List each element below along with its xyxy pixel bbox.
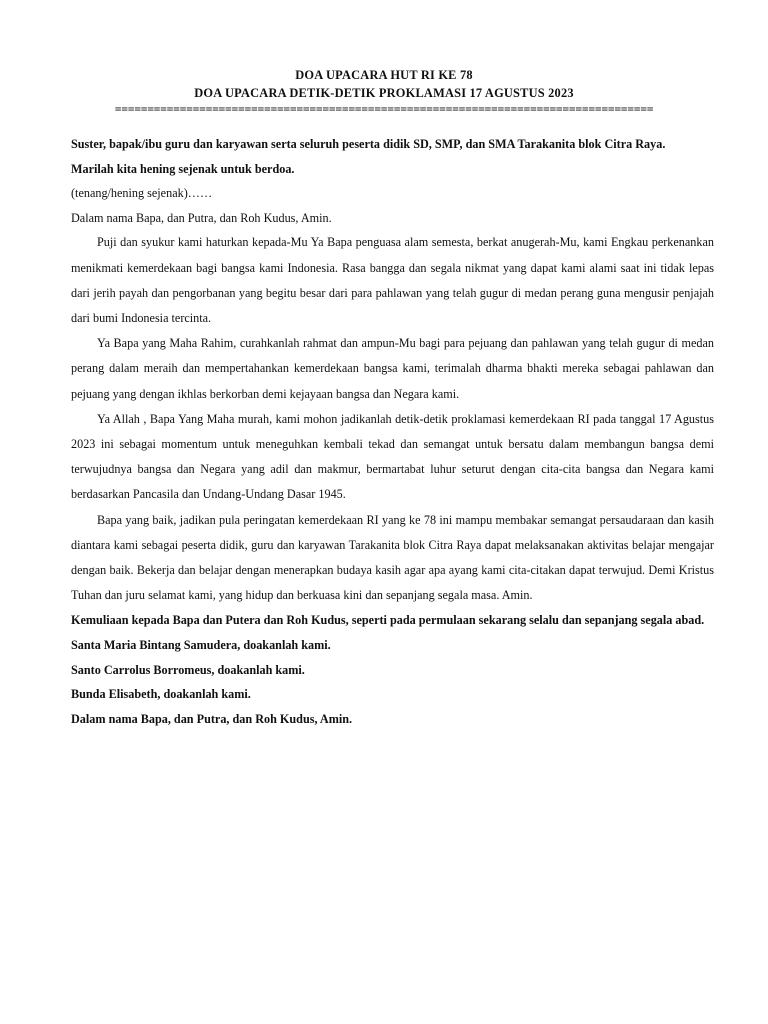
document-subtitle: DOA UPACARA DETIK-DETIK PROKLAMASI 17 AGUSTUS 2023 xyxy=(194,86,574,100)
invocation-line-1: Santa Maria Bintang Samudera, doakanlah kami. xyxy=(71,638,331,653)
greeting-paragraph: Suster, bapak/ibu guru dan karyawan serta seluruh peserta didik SD, SMP, dan SMA Tarakanita blok Citra Raya. xyxy=(71,137,666,151)
document-body xyxy=(71,132,714,731)
invocation-line-3: Bunda Elisabeth, doakanlah kami. xyxy=(71,687,251,702)
closing-line: Dalam nama Bapa, dan Putra, dan Roh Kudus, Amin. xyxy=(71,711,353,726)
prayer-paragraph-1: Puji dan syukur kami haturkan kepada-Mu Ya Bapa penguasa alam semesta, berkat anugerah-Mu, kami Engkau perkenankan menikmati kemerdekaan bagi bangsa kami Indonesia. Rasa bangga dan segala nikmat yang dapat kami alami saat ini tidak lepas dari jerih payah dan pengorbanan yang begitu besar dari para pahlawan yang telah gugur di medan perang guna mengusir penjajah dari bumi Indonesia tercinta. xyxy=(71,235,714,325)
document-header xyxy=(0,66,768,116)
prayer-paragraph-2: Ya Bapa yang Maha Rahim, curahkanlah rahmat dan ampun-Mu bagi para pejuang dan pahlawan yang telah gugur di medan perang dalam meraih dan mempertahankan kemerdekaan bangsa kami, terimalah dharma bhakti mereka sebagai pahlawan dan pejuang yang dengan ikhlas berkorban demi kejayaan bangsa dan Negara kami. xyxy=(71,336,714,401)
doxology-paragraph: Kemuliaan kepada Bapa dan Putera dan Roh Kudus, seperti pada permulaan sekarang selalu dan sepanjang segala abad. xyxy=(71,613,705,628)
document-title: DOA UPACARA HUT RI KE 78 xyxy=(295,68,473,82)
invocation-line-2: Santo Carrolus Borromeus, doakanlah kami. xyxy=(71,662,305,677)
separator-line: =================================================================================== xyxy=(114,102,654,116)
invitation-line: Marilah kita hening sejenak untuk berdoa. xyxy=(71,161,295,176)
silence-instruction: (tenang/hening sejenak)…… xyxy=(71,186,213,201)
prayer-paragraph-4: Bapa yang baik, jadikan pula peringatan kemerdekaan RI yang ke 78 ini mampu membakar semangat persaudaraan dan kasih diantara kami sebagai peserta didik, guru dan karyawan Tarakanita blok Citra Raya dapat melaksanakan aktivitas belajar mengajar dengan baik. Bekerja dan belajar dengan menerapkan budaya kasih agar apa ayang kami cita-citakan dapat terwujud. Demi Kristus Tuhan dan juru selamat kami, yang hidup dan berkuasa kini dan sepanjang segala masa. Amin. xyxy=(71,512,714,603)
sign-of-cross-line: Dalam nama Bapa, dan Putra, dan Roh Kudus, Amin. xyxy=(71,210,332,225)
prayer-paragraph-3: Ya Allah , Bapa Yang Maha murah, kami mohon jadikanlah detik-detik proklamasi kemerdekaan RI pada tanggal 17 Agustus 2023 ini sebagai momentum untuk meneguhkan kembali tekad dan semangat untuk bersatu dalam membangun bangsa demi terwujudnya bangsa dan Negara yang adil dan makmur, bermartabat luhur seturut dengan cita-cita bangsa dan Negara kami berdasarkan Pancasila dan Undang-Undang Dasar 1945. xyxy=(71,411,714,502)
